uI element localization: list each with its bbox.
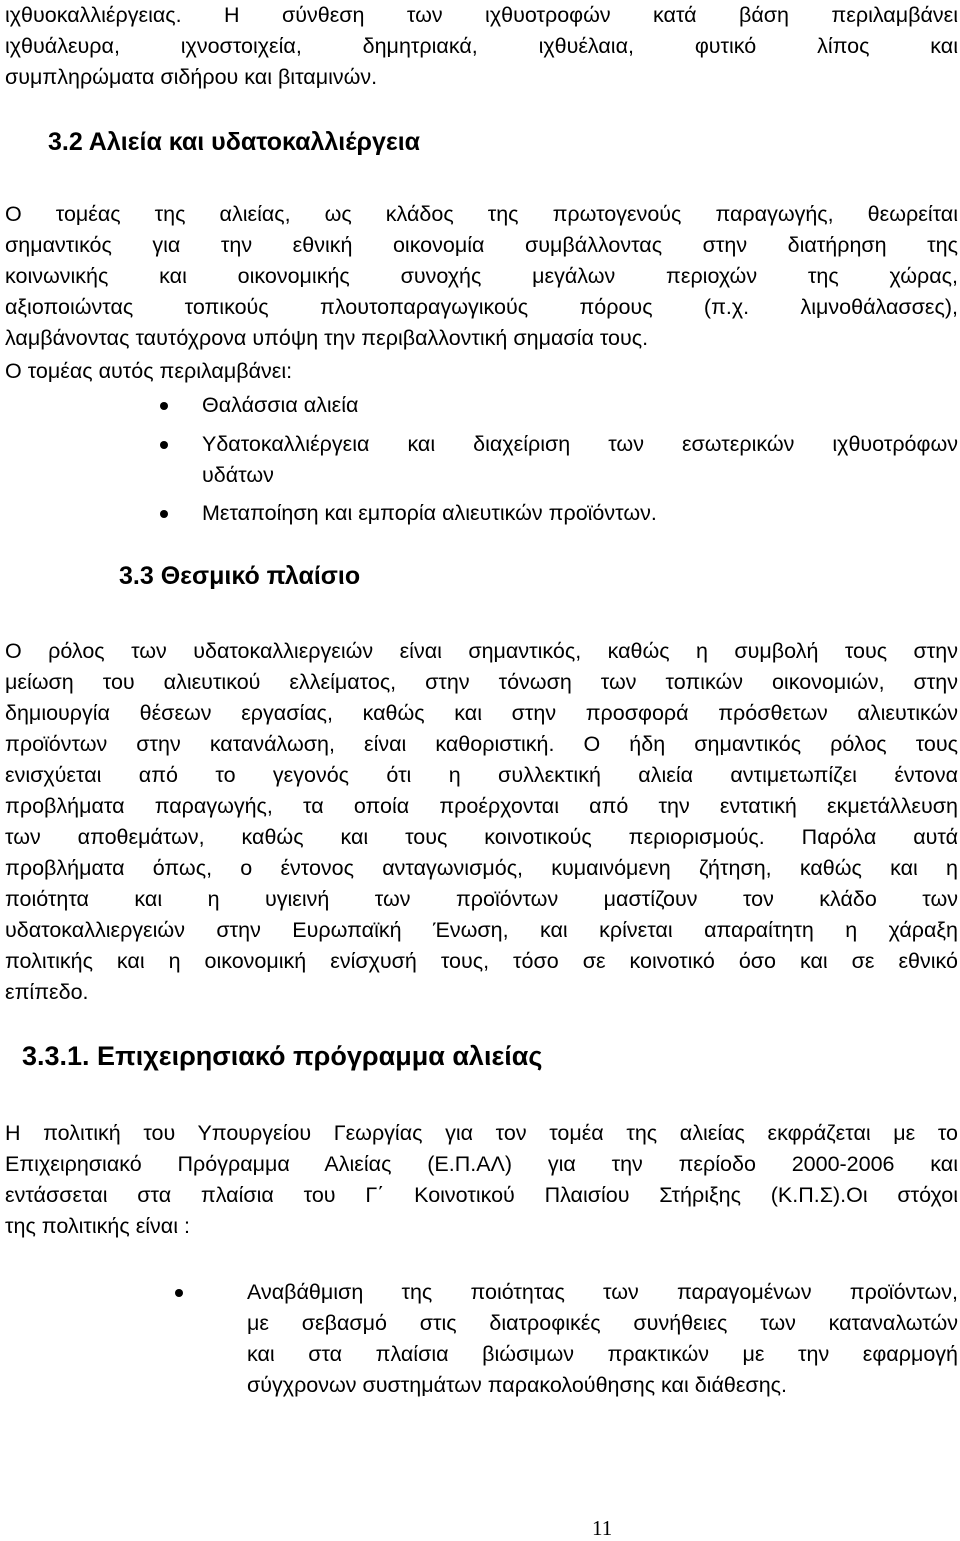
list-item-text: Θαλάσσια αλιεία bbox=[202, 393, 359, 417]
text-line: Ο ρόλος των υδατοκαλλιεργειών είναι σημαντικός, καθώς η συμβολή τους στην bbox=[5, 639, 958, 663]
section-3-2-paragraph bbox=[5, 199, 958, 354]
text-line: λαμβάνοντας ταυτόχρονα υπόψη την περιβαλλοντική σημασία τους. bbox=[5, 326, 649, 350]
text-line: προϊόντων στην κατανάλωση, είναι καθοριστική. Ο ήδη σημαντικός ρόλος τους bbox=[5, 732, 958, 756]
text-line: αξιοποιώντας τοπικούς πλουτοπαραγωγικούς πόρους (π.χ. λιμνοθάλασσες), bbox=[5, 295, 958, 319]
list-item bbox=[160, 390, 958, 423]
text-line: Η πολιτική του Υπουργείου Γεωργίας για τον τομέα της αλιείας εκφράζεται με το bbox=[5, 1121, 958, 1145]
bullet-icon bbox=[160, 510, 168, 518]
section-heading-3-2: 3.2 Αλιεία και υδατοκαλλιέργεια bbox=[48, 128, 421, 156]
list-item-text: σύγχρονων συστημάτων παρακολούθησης και διάθεσης. bbox=[247, 1373, 787, 1397]
text-line: Ο τομέας της αλιείας, ως κλάδος της πρωτογενούς παραγωγής, θεωρείται bbox=[5, 202, 958, 226]
text-line: προβλήματα παραγωγής, τα οποία προέρχονται από την εντατική εκμετάλλευση bbox=[5, 794, 958, 818]
bullet-icon bbox=[160, 441, 168, 449]
page-number: 11 bbox=[592, 1516, 613, 1540]
section-3-2-intro: Ο τομέας αυτός περιλαμβάνει: bbox=[5, 359, 293, 383]
list-item-text: και στα πλαίσια βιώσιμων πρακτικών με την εφαρμογή bbox=[247, 1342, 958, 1366]
text-line: Επιχειρησιακό Πρόγραμμα Αλιείας (Ε.Π.ΑΛ) για την περίοδο 2000-2006 και bbox=[5, 1152, 958, 1176]
text-line: ιχθυοκαλλιέργειας. Η σύνθεση των ιχθυοτροφών κατά βάση περιλαμβάνει bbox=[5, 3, 958, 27]
text-line: ποιότητα και η υγιεινή των προϊόντων μαστίζουν τον κλάδο των bbox=[5, 887, 958, 911]
text-line: πολιτικής και η οικονομική ενίσχυσή τους, τόσο σε κοινοτικό όσο και σε εθνικό bbox=[5, 949, 958, 973]
top-paragraph bbox=[5, 0, 958, 93]
section-3-3-1-paragraph bbox=[5, 1118, 958, 1242]
list-item-text: με σεβασμό στις διατροφικές συνήθειες των καταναλωτών bbox=[247, 1311, 958, 1335]
bullet-icon bbox=[175, 1289, 183, 1297]
text-line: δημιουργία θέσεων εργασίας, καθώς και στην προσφορά πρόσθετων αλιευτικών bbox=[5, 701, 958, 725]
bullet-icon bbox=[160, 402, 168, 410]
text-line: κοινωνικής και οικονομικής συνοχής μεγάλων περιοχών της χώρας, bbox=[5, 264, 958, 288]
text-line: επίπεδο. bbox=[5, 980, 89, 1004]
text-line: ιχθυάλευρα, ιχνοστοιχεία, δημητριακά, ιχθυέλαια, φυτικό λίπος και bbox=[5, 34, 958, 58]
text-line: προβλήματα όπως, ο έντονος ανταγωνισμός, κυμαινόμενη ζήτηση, καθώς και η bbox=[5, 856, 958, 880]
section-heading-3-3-1: 3.3.1. Επιχειρησιακό πρόγραμμα αλιείας bbox=[22, 1041, 543, 1071]
section-3-3-paragraph bbox=[5, 636, 958, 1008]
text-line: συμπληρώματα σιδήρου και βιταμινών. bbox=[5, 65, 378, 89]
list-item-text: Αναβάθμιση της ποιότητας των παραγομένων προϊόντων, bbox=[247, 1280, 958, 1304]
list-item bbox=[175, 1277, 958, 1401]
section-3-2-bullet-list bbox=[160, 390, 958, 529]
text-line: εντάσσεται στα πλαίσια του Γ΄ Κοινοτικού Πλαισίου Στήριξης (Κ.Π.Σ).Οι στόχοι bbox=[5, 1183, 958, 1207]
text-line: ενισχύεται από το γεγονός ότι η συλλεκτική αλιεία αντιμετωπίζει έντονα bbox=[5, 763, 958, 787]
list-item-text: υδάτων bbox=[202, 463, 274, 487]
list-item bbox=[160, 498, 958, 529]
section-3-3-1-bullet-list bbox=[175, 1277, 958, 1401]
text-line: υδατοκαλλιεργειών στην Ευρωπαϊκή Ένωση, και κρίνεται απαραίτητη η χάραξη bbox=[5, 918, 958, 942]
text-line: της πολιτικής είναι : bbox=[5, 1214, 190, 1238]
section-heading-3-3: 3.3 Θεσμικό πλαίσιο bbox=[119, 562, 361, 590]
text-line: μείωση του αλιευτικού ελλείματος, στην τόνωση των τοπικών οικονομιών, στην bbox=[5, 670, 958, 694]
text-line: σημαντικός για την εθνική οικονομία συμβάλλοντας στην διατήρηση της bbox=[5, 233, 958, 257]
list-item bbox=[160, 429, 958, 493]
list-item-text: Μεταποίηση και εμπορία αλιευτικών προϊόντων. bbox=[202, 501, 657, 525]
text-line: των αποθεμάτων, καθώς και τους κοινοτικούς περιορισμούς. Παρόλα αυτά bbox=[5, 825, 958, 849]
list-item-text: Υδατοκαλλιέργεια και διαχείριση των εσωτερικών ιχθυοτρόφων bbox=[202, 432, 958, 456]
